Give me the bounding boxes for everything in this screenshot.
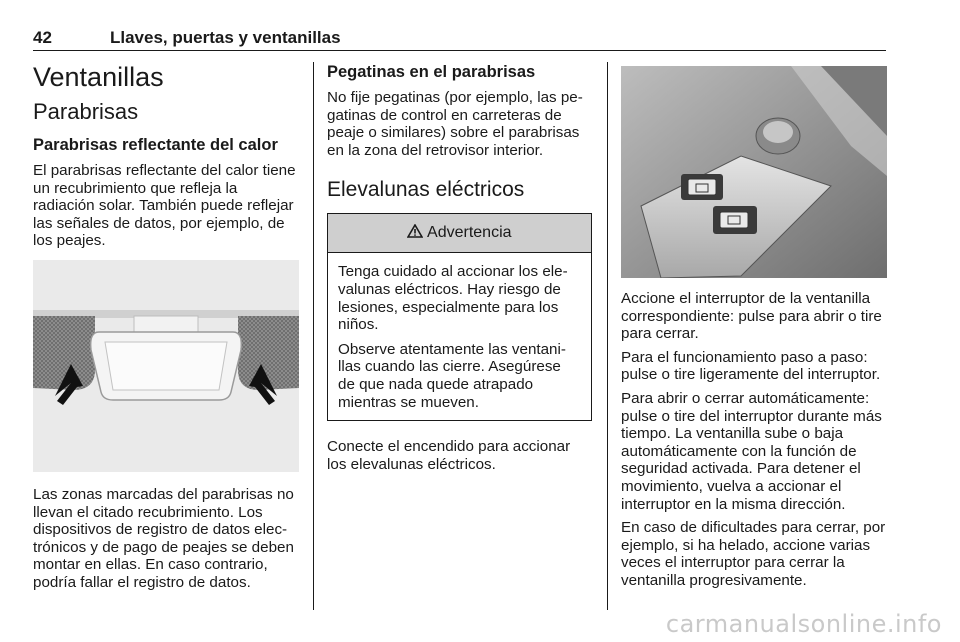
frozen-window-paragraph: En caso de dificultades para cerrar, por ejemplo, si ha helado, accione varias veces el interruptor para cerrar la ventanilla progresivamente. (621, 519, 886, 589)
switch-operation-paragraph: Accione el interruptor de la ventanilla correspondiente: pulse para abrir o tire para cerrar. (621, 290, 882, 343)
site-watermark: carmanualsonline.info (665, 610, 942, 638)
column-left (33, 62, 299, 598)
subsection-heading-heat-reflecting: Parabrisas reflectante del calor (33, 136, 278, 154)
power-windows-heading: Elevalunas eléctricos (327, 178, 525, 202)
windscreen-mirror-illustration (33, 260, 299, 472)
warning-text-injury: Tenga cuidado al accionar los elevalunas eléctricos. Hay riesgo de lesiones, especialmente para los niños. (338, 263, 568, 334)
marked-zones-paragraph: Las zonas marcadas del parabrisas no llevan el citado recubrimiento. Los dispositivos de registro de datos electrónicos y de pago de peajes se deben montar en ellas. En caso contrario, podría fallar el registro de datos. (33, 485, 294, 591)
column-divider (607, 62, 608, 610)
warning-triangle-icon (407, 224, 427, 241)
column-middle (327, 62, 592, 479)
ignition-paragraph: Conecte el encendido para accionar los elevalunas eléctricos. (327, 438, 571, 473)
warning-text-observe: Observe atentamente las ventanillas cuando las cierre. Asegúrese de que nada quede atrapado mientras se mueven. (338, 340, 566, 411)
page-number: 42 (33, 28, 52, 47)
warning-body (328, 253, 591, 420)
warning-header (328, 214, 591, 253)
automatic-operation-paragraph: Para abrir o cerrar automáticamente: pulse o tire del interruptor durante más tiempo. La ventanilla sube o baja automáticamente con la función de seguridad activada. Para detener el movimiento, vuelva a accionar el interruptor en la misma dirección. (621, 389, 882, 513)
stickers-heading: Pegatinas en el parabrisas (327, 63, 536, 81)
section-heading-parabrisas: Parabrisas (33, 99, 139, 124)
stickers-paragraph: No fije pegatinas (por ejemplo, las pegatinas de control en carreteras de peaje o similares) sobre el parabrisas en la zona del retrovisor interior. (327, 89, 583, 159)
page-title: Ventanillas (33, 62, 164, 92)
page-header (33, 28, 886, 51)
chapter-title: Llaves, puertas y ventanillas (110, 28, 341, 47)
step-operation-paragraph: Para el funcionamiento paso a paso: pulse o tire ligeramente del interruptor. (621, 348, 881, 384)
window-switch-illustration (621, 66, 887, 278)
warning-title: Advertencia (427, 224, 512, 242)
column-right (621, 62, 887, 596)
heat-reflecting-paragraph: El parabrisas reflectante del calor tiene un recubrimiento que refleja la radiación solar. También puede reflejar las señales de datos, por ejemplo, de los peajes. (33, 162, 296, 250)
column-divider (313, 62, 314, 610)
warning-box (327, 213, 592, 421)
